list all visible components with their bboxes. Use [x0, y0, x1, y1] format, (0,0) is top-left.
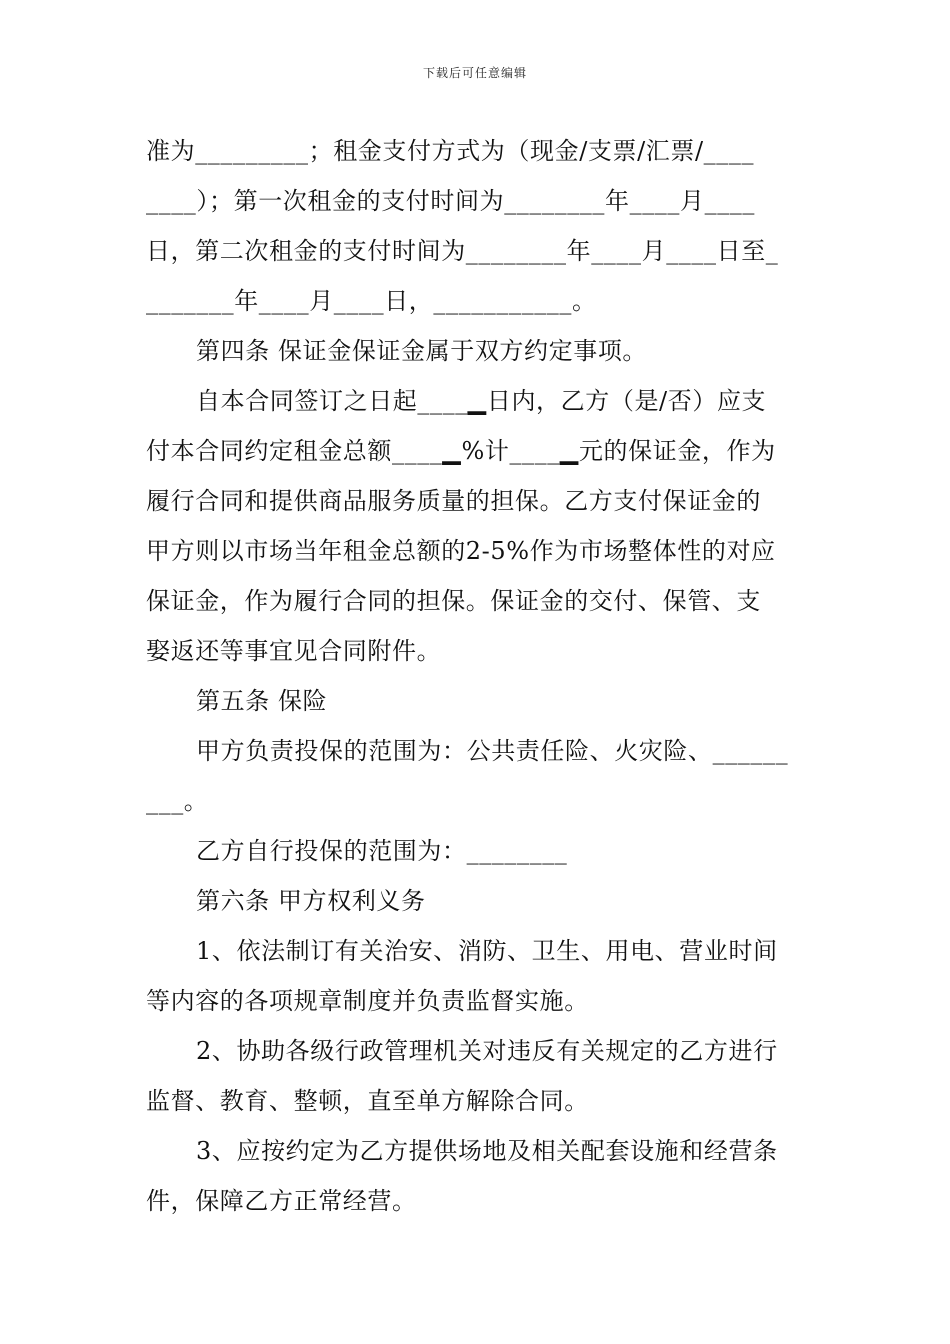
text-line: 监督、教育、整顿，直至单方解除合同。: [146, 1087, 589, 1115]
text-line: _______年____月____日，___________。: [146, 287, 597, 315]
text-line: 甲方则以市场当年租金总额的2-5%作为市场整体性的对应: [146, 537, 776, 565]
text-line: 1、依法制订有关治安、消防、卫生、用电、营业时间: [196, 937, 778, 965]
page-header: 下载后可任意编辑: [422, 66, 527, 80]
text-line: 付本合同约定租金总额____▁%计____▁元的保证金，作为: [146, 437, 776, 465]
text-line: 准为_________；租金支付方式为（现金/支票/汇票/____: [146, 137, 755, 165]
article-5-heading: 第五条 保险: [196, 687, 328, 715]
text-line: 3、应按约定为乙方提供场地及相关配套设施和经营条: [196, 1137, 778, 1165]
text-line: 等内容的各项规章制度并负责监督实施。: [146, 987, 589, 1015]
text-line: ___。: [146, 787, 209, 815]
text-line: 自本合同签订之日起____▁日内，乙方（是/否）应支: [196, 387, 767, 415]
article-4-heading: 第四条 保证金保证金属于双方约定事项。: [196, 337, 648, 365]
text-line: 甲方负责投保的范围为：公共责任险、火灾险、______: [196, 737, 789, 765]
text-line: 履行合同和提供商品服务质量的担保。乙方支付保证金的: [146, 487, 761, 515]
article-6-heading: 第六条 甲方权利义务: [196, 887, 426, 915]
text-line: 娶返还等事宜见合同附件。: [146, 637, 442, 665]
text-line: 日，第二次租金的支付时间为________年____月____日至_: [146, 237, 779, 265]
text-line: 保证金，作为履行合同的担保。保证金的交付、保管、支: [146, 587, 761, 615]
text-line: 件，保障乙方正常经营。: [146, 1187, 417, 1215]
text-line: ____）；第一次租金的支付时间为________年____月____: [146, 187, 755, 215]
text-line: 2、协助各级行政管理机关对违反有关规定的乙方进行: [196, 1037, 778, 1065]
text-line: 乙方自行投保的范围为：________: [196, 837, 568, 865]
document-body: [146, 126, 810, 1226]
